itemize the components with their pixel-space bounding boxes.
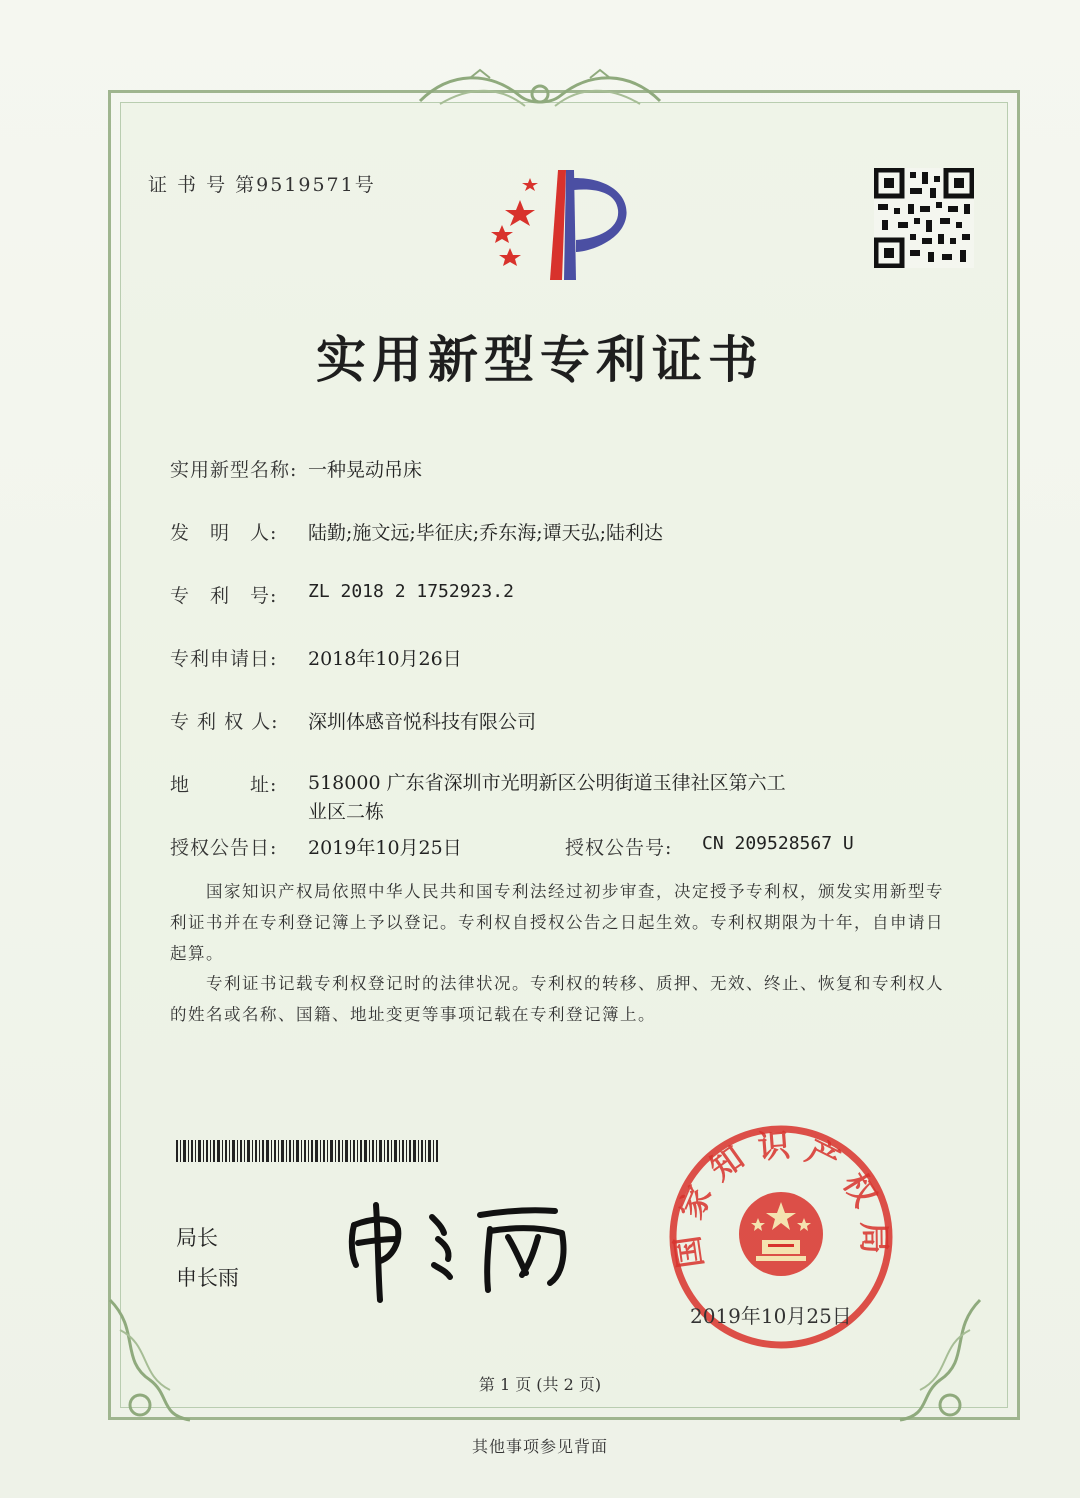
certificate-title: 实用新型专利证书 <box>316 330 764 389</box>
bottom-right-ornament-icon <box>880 1290 990 1430</box>
seal-date: 2019年10月25日 <box>690 1304 852 1328</box>
field-value-application-date: 2018年10月26日 <box>308 648 462 670</box>
certificate-number: 证 书 号 第9519571号 <box>148 174 376 196</box>
field-label-grant-date: 授权公告日: <box>170 837 278 859</box>
paragraph-grant-statement: 国家知识产权局依照中华人民共和国专利法经过初步审查，决定授予专利权，颁发实用新型专利证书并在专利登记簿上予以登记。专利权自授权公告之日起生效。专利权期限为十年，自申请日起算。 <box>170 882 944 963</box>
footer-note: 其他事项参见背面 <box>471 1437 608 1456</box>
director-signature <box>340 1195 580 1305</box>
field-value-address: 518000 广东省深圳市光明新区公明街道玉律社区第六工 <box>308 772 786 794</box>
field-value-inventors: 陆勤;施文远;毕征庆;乔东海;谭天弘;陆利达 <box>308 522 664 544</box>
field-value-patent-number: ZL 2018 2 1752923.2 <box>308 581 514 602</box>
director-name: 申长雨 <box>176 1266 239 1290</box>
field-value-name: 一种晃动吊床 <box>308 459 423 481</box>
svg-text:国家知识产权局: 国家知识产权局 <box>667 1125 894 1271</box>
field-label-name: 实用新型名称: <box>170 459 298 481</box>
field-value-patentee: 深圳体感音悦科技有限公司 <box>308 711 537 733</box>
field-label-announcement-number: 授权公告号: <box>565 837 673 859</box>
director-title: 局长 <box>176 1226 218 1250</box>
field-label-address: 地 址: <box>170 774 278 796</box>
barcode-icon <box>176 1140 440 1162</box>
qr-code-icon <box>874 168 974 268</box>
bottom-left-ornament-icon <box>100 1290 210 1430</box>
field-label-patentee: 专 利 权 人: <box>170 711 279 733</box>
field-value-announcement-number: CN 209528567 U <box>702 833 854 854</box>
cnipa-logo-icon <box>480 160 650 290</box>
top-ornament-icon <box>410 66 670 116</box>
field-label-patent-number: 专 利 号: <box>170 585 278 607</box>
paragraph-legal-status: 专利证书记载专利权登记时的法律状况。专利权的转移、质押、无效、终止、恢复和专利权人的姓名或名称、国籍、地址变更等事项记载在专利登记簿上。 <box>170 974 944 1024</box>
field-value-address-line2: 业区二栋 <box>308 801 385 823</box>
field-value-grant-date: 2019年10月25日 <box>308 837 462 859</box>
page-number: 第 1 页 (共 2 页) <box>478 1375 602 1394</box>
field-label-inventors: 发 明 人: <box>170 522 278 544</box>
field-label-application-date: 专利申请日: <box>170 648 278 670</box>
